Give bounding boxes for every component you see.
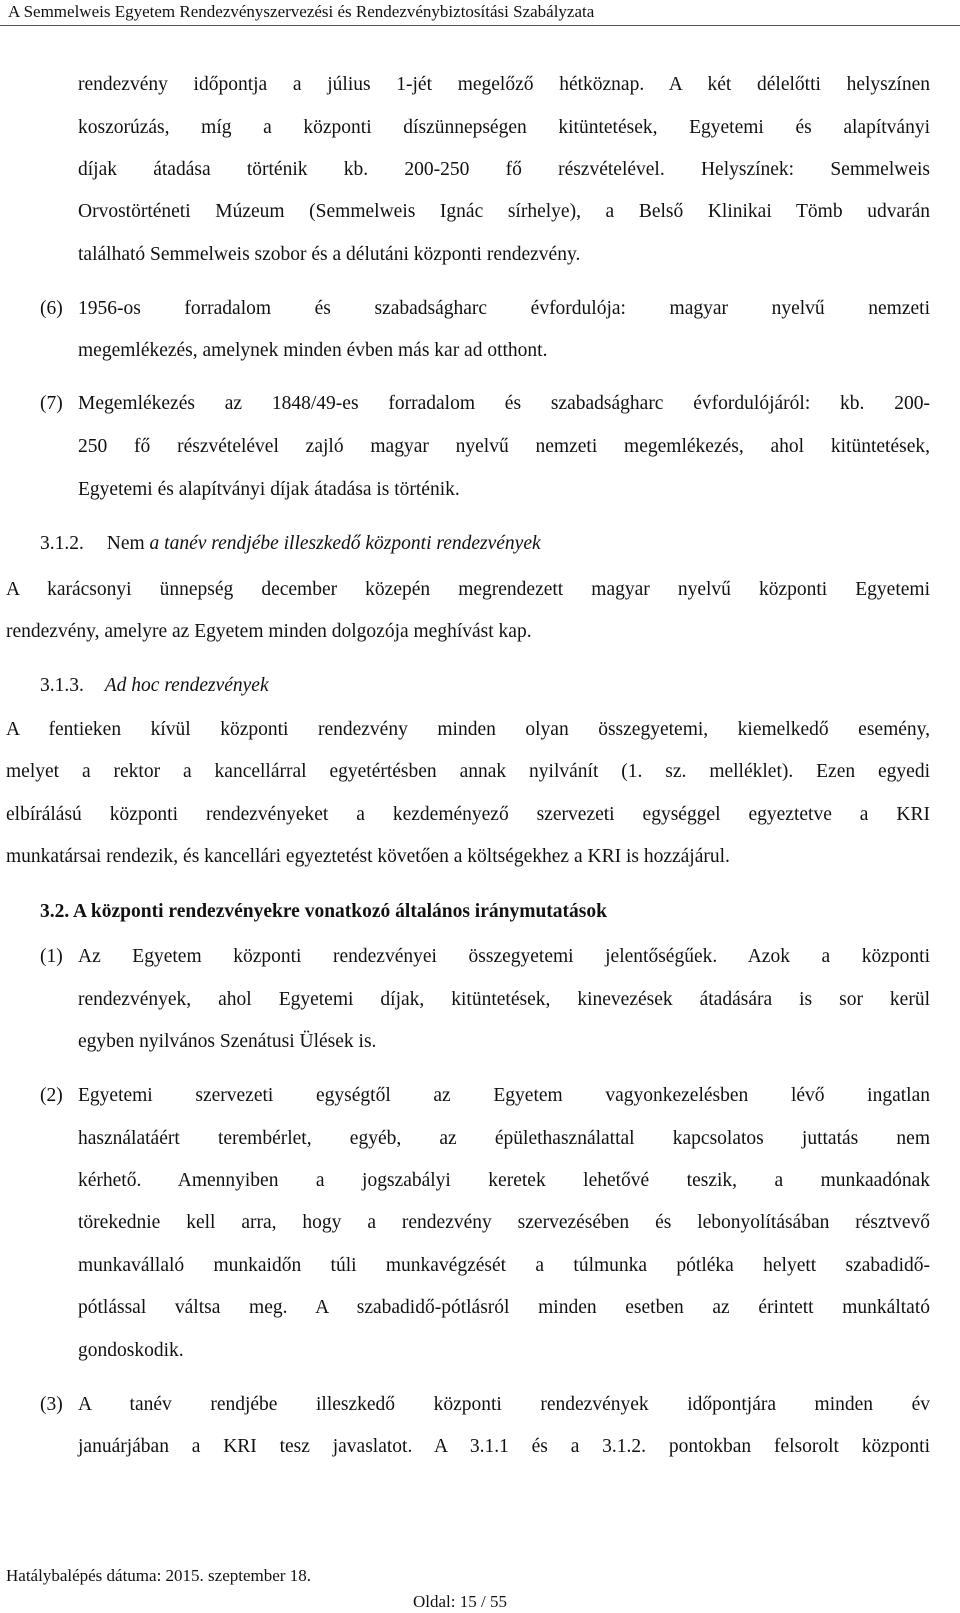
item-number: (3) — [40, 1394, 63, 1415]
text-line: díjak átadása történik kb. 200-250 fő részvételével. Helyszínek: Semmelweis — [78, 159, 930, 180]
text-line: elbírálású központi rendezvényeket a kezdeményező szervezeti egységgel egyeztetve a KRI — [6, 804, 930, 825]
item-number: (1) — [40, 946, 63, 967]
text-line: Az Egyetem központi rendezvényei összegyetemi jelentőségűek. Azok a központi — [78, 946, 930, 967]
item-number: (6) — [40, 298, 63, 319]
item-number: (7) — [40, 393, 63, 414]
section-heading-3-1-3 — [40, 673, 269, 699]
text-line: Egyetemi szervezeti egységtől az Egyetem vagyonkezelésben lévő ingatlan — [78, 1085, 930, 1106]
text-line: januárjában a KRI tesz javaslatot. A 3.1.1 és a 3.1.2. pontokban felsorolt központi — [78, 1436, 930, 1457]
section-number: 3.1.2. — [40, 533, 84, 554]
heading-italic: Ad hoc rendezvények — [104, 675, 269, 696]
text-line: egyben nyilvános Szenátusi Ülések is. — [78, 1031, 377, 1052]
text-line: használatáért terembérlet, egyéb, az épülethasználattal kapcsolatos juttatás nem — [78, 1128, 930, 1149]
text-line: található Semmelweis szobor és a délutáni központi rendezvény. — [78, 244, 581, 265]
text-line: 250 fő részvételével zajló magyar nyelvű nemzeti megemlékezés, ahol kitüntetések, — [78, 436, 930, 457]
text-line: melyet a rektor a kancellárral egyetértésben annak nyilvánít (1. sz. melléklet). Ezen egyedi — [6, 761, 930, 782]
text-line: munkatársai rendezik, és kancellári egyeztetést követően a költségekhez a KRI is hozzájárul. — [6, 846, 730, 867]
text-line: 1956-os forradalom és szabadságharc évfordulója: magyar nyelvű nemzeti — [78, 298, 930, 319]
text-line: Egyetemi és alapítványi díjak átadása is történik. — [78, 479, 460, 500]
heading-plain: Nem — [106, 533, 145, 554]
section-number: 3.1.3. — [40, 675, 84, 696]
page-number: Oldal: 15 / 55 — [413, 1592, 507, 1611]
text-line: rendezvények, ahol Egyetemi díjak, kitüntetések, kinevezések átadására is sor kerül — [78, 989, 930, 1010]
header-title: A Semmelweis Egyetem Rendezvényszervezési és Rendezvénybiztosítási Szabályzata — [8, 2, 595, 21]
text-line: Orvostörténeti Múzeum (Semmelweis Ignác sírhelye), a Belső Klinikai Tömb udvarán — [78, 201, 930, 222]
text-line: A tanév rendjébe illeszkedő központi rendezvények időpontjára minden év — [78, 1394, 930, 1415]
text-line: rendezvény, amelyre az Egyetem minden dolgozója meghívást kap. — [6, 621, 532, 642]
text-line: megemlékezés, amelynek minden évben más kar ad otthont. — [78, 340, 548, 361]
text-line: rendezvény időpontja a július 1-jét megelőző hétköznap. A két délelőtti helyszínen — [78, 74, 930, 95]
page-header — [0, 0, 960, 26]
text-line: munkavállaló munkaidőn túli munkavégzését a túlmunka pótléka helyett szabadidő- — [78, 1255, 930, 1276]
text-line: kérhető. Amennyiben a jogszabályi keretek lehetővé teszik, a munkaadónak — [78, 1170, 930, 1191]
item-number: (2) — [40, 1085, 63, 1106]
text-line: törekednie kell arra, hogy a rendezvény szervezésében és lebonyolításában résztvevő — [78, 1212, 930, 1233]
text-line: koszorúzás, míg a központi díszünnepségen kitüntetések, Egyetemi és alapítványi — [78, 117, 930, 138]
heading-italic: a tanév rendjébe illeszkedő központi rendezvények — [149, 533, 541, 554]
text-line: Megemlékezés az 1848/49-es forradalom és szabadságharc évfordulójáról: kb. 200- — [78, 393, 930, 414]
text-line: A fentieken kívül központi rendezvény minden olyan összegyetemi, kiemelkedő esemény, — [6, 719, 930, 740]
section-heading-3-2: 3.2. A központi rendezvényekre vonatkozó általános iránymutatások — [40, 901, 607, 922]
effective-date: Hatálybalépés dátuma: 2015. szeptember 18. — [6, 1566, 311, 1585]
section-heading-3-1-2 — [40, 531, 541, 557]
text-line: A karácsonyi ünnepség december közepén megrendezett magyar nyelvű központi Egyetemi — [6, 579, 930, 600]
text-line: gondoskodik. — [78, 1340, 184, 1361]
text-line: pótlással váltsa meg. A szabadidő-pótlásról minden esetben az érintett munkáltató — [78, 1297, 930, 1318]
